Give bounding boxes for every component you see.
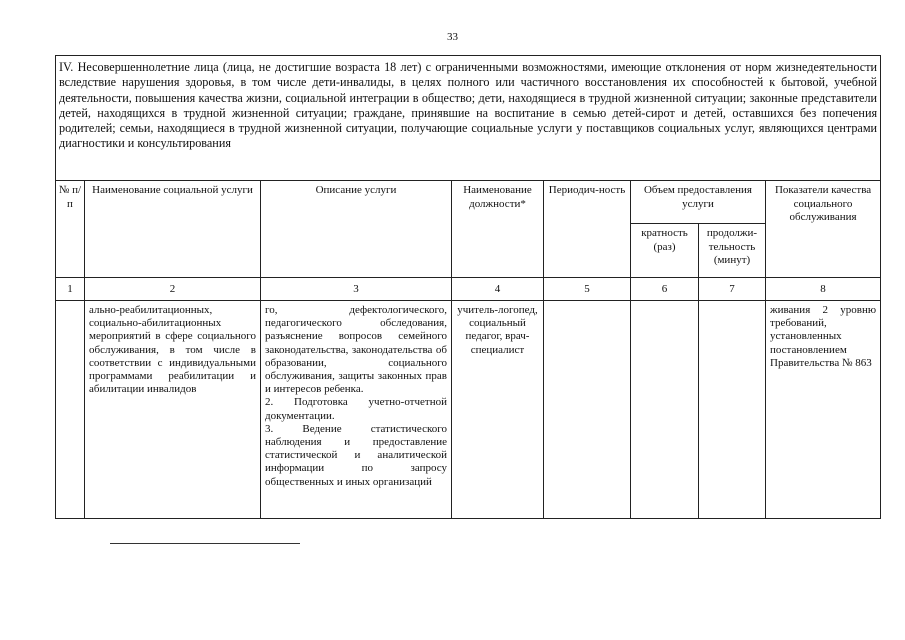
header-description: Описание услуги [261,181,452,278]
cell-periodicity [544,301,631,519]
cell-duration [699,301,766,519]
column-numbers-row [56,278,881,301]
column-number: 8 [766,278,881,301]
cell-service-name: ально-реабилитационных, социально-абилитационных мероприятий в сфере социального обслуживания, в том числе в соответствии с индивидуальными программами реабилитации и абилитации инвалидов [85,301,261,519]
header-multiplicity: кратность (раз) [631,224,699,278]
cell-multiplicity [631,301,699,519]
column-number: 7 [699,278,766,301]
column-number: 4 [452,278,544,301]
column-number: 1 [56,278,85,301]
services-table [55,55,881,519]
column-number: 6 [631,278,699,301]
cell-quality: живания 2 уровню требований, установленных постановлением Правительства № 863 [766,301,881,519]
header-position: Наименование должности* [452,181,544,278]
description-item: 2. Подготовка учетно-отчетной документации. [265,396,447,422]
page-number: 33 [447,31,458,43]
header-number: № п/п [56,181,85,278]
column-number: 3 [261,278,452,301]
footnote-divider [110,543,300,544]
header-service-name: Наименование социальной услуги [85,181,261,278]
header-periodicity: Периодич-ность [544,181,631,278]
column-number: 2 [85,278,261,301]
section-heading: IV. Несовершеннолетние лица (лица, не достигшие возраста 18 лет) с ограниченными возможностями, имеющие отклонения от норм жизнедеятельности вследствие нарушения здоровья, в том числе дети-инвалиды, в целях полного или частичного восстановления их способностей к бытовой, учебной деятельности, повышения качества жизни, социальной интеграции в общество; дети, находящиеся в трудной жизненной ситуации; законные представители детей, находящихся в трудной жизненной ситуации; граждане, принявшие на воспитание в семью детей-сирот и детей, оставшихся без попечения родителей; семьи, находящиеся в трудной жизненной ситуации, получающие социальные услуги у поставщиков социальных услуг, являющихся центрами диагностики и консультирования [56,56,881,181]
description-intro: го, дефектологического, педагогического обследования, разъяснение вопросов семейного законодательства, законодательства об образовании, социального обслуживания, защиты законных прав и интересов ребенка. [265,304,447,396]
header-duration: продолжи-тельность (минут) [699,224,766,278]
table-row [56,301,881,519]
cell-description [261,301,452,519]
cell-number [56,301,85,519]
column-number: 5 [544,278,631,301]
header-quality: Показатели качества социального обслуживания [766,181,881,278]
description-item: 3. Ведение статистического наблюдения и предоставление статистической и аналитической информации по запросу общественных и иных организаций [265,422,447,488]
header-volume-group: Объем предоставления услуги [631,181,766,224]
cell-positions: учитель-логопед, социальный педагог, врач-специалист [452,301,544,519]
